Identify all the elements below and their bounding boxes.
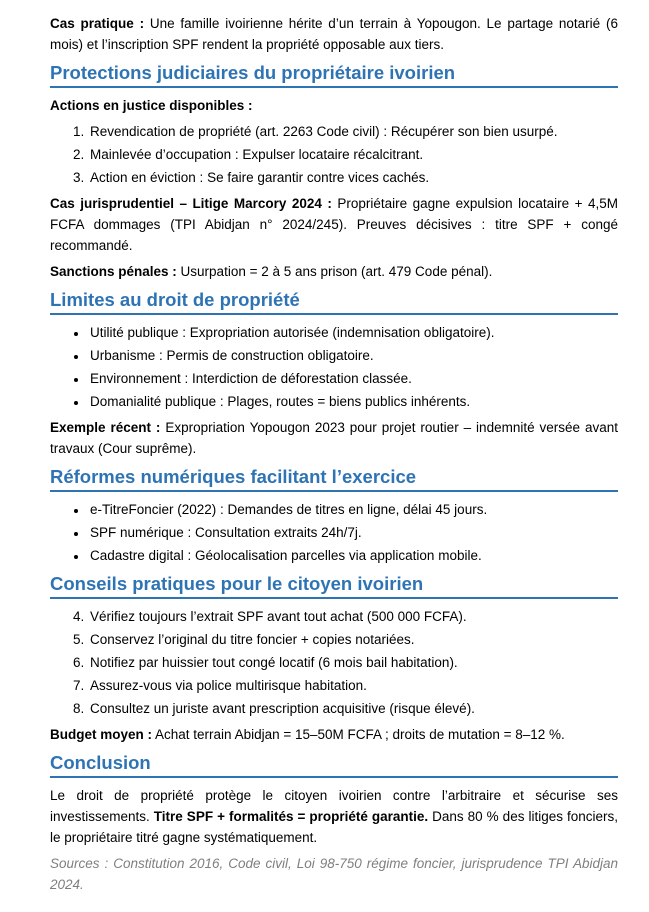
section-heading-conclusion: Conclusion bbox=[50, 752, 618, 778]
cas-pratique-lead: Cas pratique : bbox=[50, 16, 145, 31]
exemple-text: Expropriation Yopougon 2023 pour projet routier – indemnité versée avant travaux (Cour suprême). bbox=[50, 420, 618, 456]
sanctions-lead: Sanctions pénales : bbox=[50, 264, 177, 279]
list-item: 4. Vérifiez toujours l’extrait SPF avant tout achat (500 000 FCFA). bbox=[88, 606, 618, 627]
section-heading-reformes: Réformes numériques facilitant l’exercice bbox=[50, 466, 618, 492]
paragraph-jurisprudence bbox=[50, 193, 618, 256]
jurisprudence-lead: Cas jurisprudentiel – Litige Marcory 2024 : bbox=[50, 196, 332, 211]
cas-pratique-text: Une famille ivoirienne hérite d’un terrain à Yopougon. Le partage notarié (6 mois) et l’inscription SPF rendent la propriété opposable aux tiers. bbox=[50, 16, 618, 52]
jurisprudence-text: Propriétaire gagne expulsion locataire + 4,5M FCFA dommages (TPI Abidjan n° 2024/245). Preuves décisives : titre SPF + congé recommandé. bbox=[50, 196, 618, 253]
paragraph-exemple-recent bbox=[50, 417, 618, 459]
actions-lead: Actions en justice disponibles : bbox=[50, 98, 253, 113]
list-item: 2. Mainlevée d’occupation : Expulser locataire récalcitrant. bbox=[88, 144, 618, 165]
list-item: 8. Consultez un juriste avant prescription acquisitive (risque élevé). bbox=[88, 698, 618, 719]
paragraph-cas-pratique bbox=[50, 13, 618, 55]
section-conclusion bbox=[50, 752, 618, 895]
reformes-list bbox=[50, 499, 618, 566]
list-item: 3. Action en éviction : Se faire garantir contre vices cachés. bbox=[88, 167, 618, 188]
paragraph-sources: Sources : Constitution 2016, Code civil, Loi 98-750 régime foncier, jurisprudence TPI Abidjan 2024. bbox=[50, 856, 618, 892]
limites-list bbox=[50, 322, 618, 412]
list-item: 1. Revendication de propriété (art. 2263 Code civil) : Récupérer son bien usurpé. bbox=[88, 121, 618, 142]
budget-lead: Budget moyen : bbox=[50, 727, 153, 742]
section-protections bbox=[50, 62, 618, 282]
conclusion-text-before: Le droit de propriété protège le citoyen ivoirien contre l’arbitraire et sécurise ses investissements. bbox=[50, 788, 618, 824]
section-conseils bbox=[50, 573, 618, 745]
paragraph-conclusion bbox=[50, 785, 618, 848]
exemple-lead: Exemple récent : bbox=[50, 420, 161, 435]
conclusion-text-after: Dans 80 % des litiges fonciers, le propriétaire titré gagne systématiquement. bbox=[50, 809, 618, 845]
section-heading-protections: Protections judiciaires du propriétaire ivoirien bbox=[50, 62, 618, 88]
list-item: 5. Conservez l’original du titre foncier + copies notariées. bbox=[88, 629, 618, 650]
paragraph-sanctions bbox=[50, 261, 618, 282]
list-item: • Urbanisme : Permis de construction obligatoire. bbox=[88, 345, 618, 366]
list-item: • Utilité publique : Expropriation autorisée (indemnisation obligatoire). bbox=[88, 322, 618, 343]
list-item: • SPF numérique : Consultation extraits 24h/7j. bbox=[88, 522, 618, 543]
section-reformes bbox=[50, 466, 618, 566]
list-item: 6. Notifiez par huissier tout congé locatif (6 mois bail habitation). bbox=[88, 652, 618, 673]
actions-list bbox=[50, 121, 618, 188]
sanctions-text: Usurpation = 2 à 5 ans prison (art. 479 Code pénal). bbox=[176, 264, 493, 279]
section-limites bbox=[50, 289, 618, 459]
list-item: 7. Assurez-vous via police multirisque habitation. bbox=[88, 675, 618, 696]
conclusion-text-bold: Titre SPF + formalités = propriété garantie. bbox=[153, 809, 429, 824]
list-item: • e-TitreFoncier (2022) : Demandes de titres en ligne, délai 45 jours. bbox=[88, 499, 618, 520]
section-heading-conseils: Conseils pratiques pour le citoyen ivoirien bbox=[50, 573, 618, 599]
section-heading-limites: Limites au droit de propriété bbox=[50, 289, 618, 315]
paragraph-actions-disponibles bbox=[50, 95, 618, 116]
paragraph-budget bbox=[50, 724, 618, 745]
list-item: • Cadastre digital : Géolocalisation parcelles via application mobile. bbox=[88, 545, 618, 566]
list-item: • Domanialité publique : Plages, routes = biens publics inhérents. bbox=[88, 391, 618, 412]
conseils-list bbox=[50, 606, 618, 719]
budget-text: Achat terrain Abidjan = 15–50M FCFA ; droits de mutation = 8–12 %. bbox=[152, 727, 565, 742]
list-item: • Environnement : Interdiction de déforestation classée. bbox=[88, 368, 618, 389]
